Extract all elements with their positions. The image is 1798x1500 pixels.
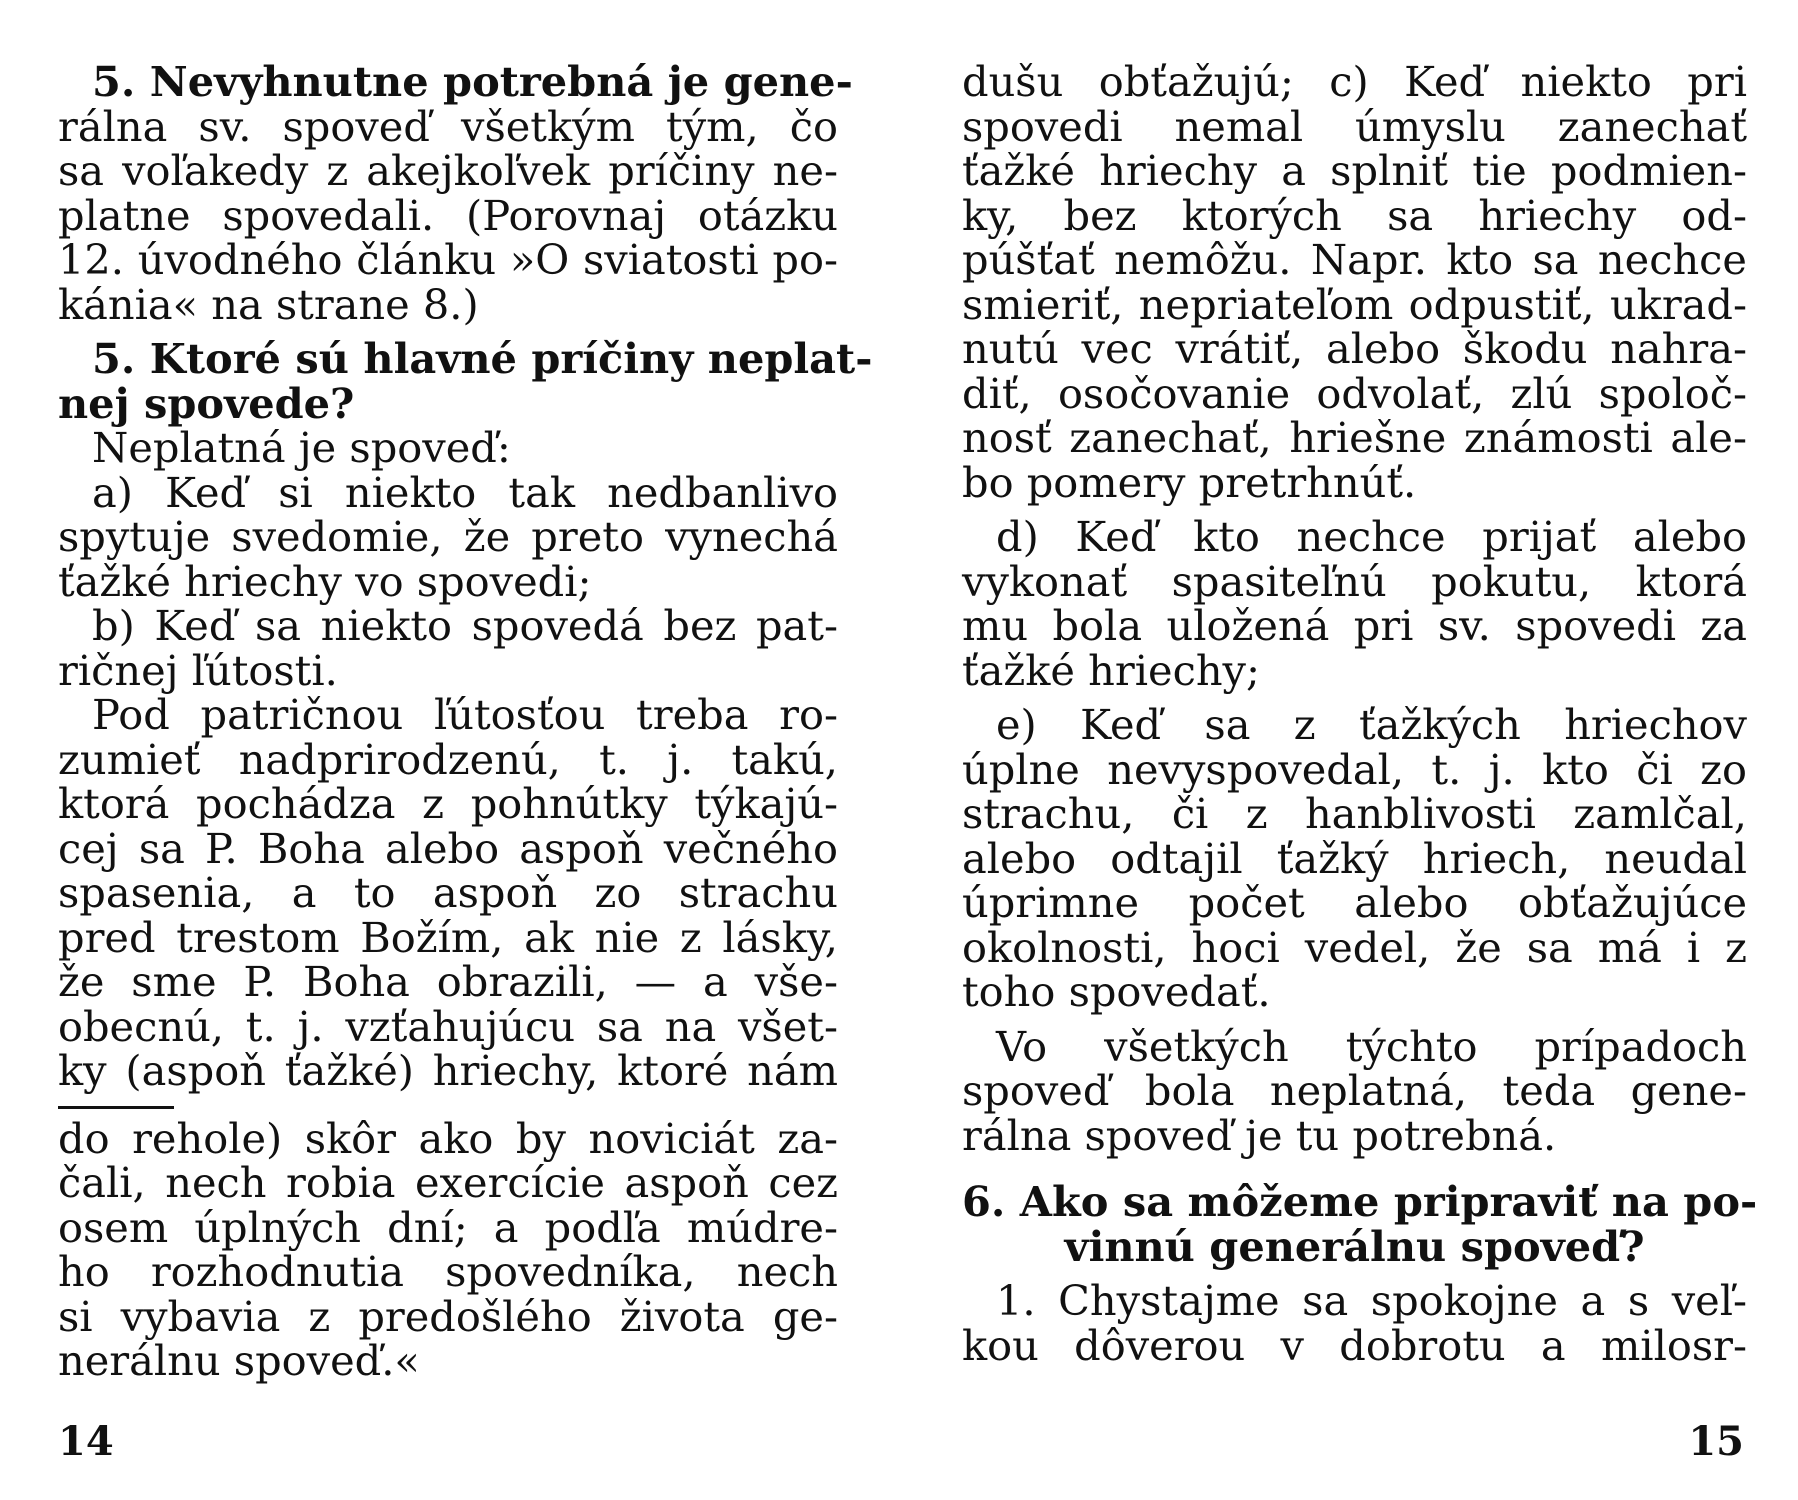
- text-line: si vybavia z predošlého života ge-: [58, 1291, 838, 1341]
- contrition-paragraph: [58, 690, 838, 1095]
- text-line: ky, bez ktorých sa hriechy od-: [962, 190, 1747, 240]
- text-line: diť, osočovanie odvolať, zlú spoloč-: [962, 368, 1747, 418]
- text-line: nosť zanechať, hriešne známosti ale-: [962, 413, 1747, 462]
- text-line: spasenia, a to aspoň zo strachu: [58, 868, 838, 917]
- text-line: smieriť, nepriateľom odpustiť, ukrad-: [962, 279, 1747, 329]
- point-e-paragraph: [962, 700, 1747, 1016]
- text-line: e) Keď sa z ťažkých hriechov: [996, 700, 1747, 749]
- text-line: rálna sv. spoveď všetkým tým, čo: [58, 101, 838, 151]
- text-line: čali, nech robia exercície aspoň cez: [58, 1158, 838, 1207]
- text-line: strachu, či z hanblivosti zamlčal,: [962, 789, 1747, 838]
- text-line: nerálnu spoveď.«: [58, 1336, 420, 1385]
- text-line: vykonať spasiteľnú pokutu, ktorá: [962, 556, 1747, 606]
- intro-line: Neplatná je spoveď:: [92, 423, 511, 472]
- text-line: 6. Ako sa môžeme pripraviť na po-: [962, 1177, 1758, 1226]
- text-line: alebo odtajil ťažký hriech, neudal: [962, 833, 1747, 883]
- point-d-paragraph: [962, 512, 1747, 695]
- text-line: 5. Ktoré sú hlavné príčiny neplat-: [92, 334, 873, 383]
- point-a-paragraph: [58, 467, 838, 606]
- text-line: a) Keď si niekto tak nedbanlivo: [92, 467, 838, 517]
- text-line: d) Keď kto nechce prijať alebo: [996, 512, 1747, 561]
- footnote: [58, 1113, 838, 1385]
- text-line: toho spovedať.: [962, 967, 1271, 1016]
- text-line: nutú vec vrátiť, alebo škodu nahra-: [962, 324, 1747, 373]
- page-number-right: 15: [1688, 1418, 1744, 1465]
- text-line: úprimne počet alebo obťažujúce: [962, 878, 1747, 927]
- conclusion-paragraph: [962, 1021, 1747, 1160]
- text-line: ťažké hriechy vo spovedi;: [58, 556, 592, 606]
- text-line: kou dôverou v dobrotu a milosr-: [962, 1320, 1747, 1370]
- footnote-divider: [58, 1106, 174, 1109]
- text-line: ťažké hriechy;: [962, 645, 1260, 695]
- text-line: ho rozhodnutia spovedníka, nech: [58, 1247, 838, 1296]
- text-line: púšťať nemôžu. Napr. kto sa nechce: [962, 235, 1747, 284]
- text-line: nej spovede?: [58, 378, 355, 428]
- text-line: ktorá pochádza z pohnútky týkajú-: [58, 779, 838, 828]
- text-line: b) Keď sa niekto spovedá bez pat-: [92, 601, 838, 650]
- text-line: okolnosti, hoci vedel, že sa má i z: [962, 922, 1747, 972]
- text-line: ričnej ľútosti.: [58, 645, 338, 695]
- text-line: ky (aspoň ťažké) hriechy, ktoré nám: [58, 1046, 838, 1095]
- right-page: [962, 57, 1758, 1370]
- text-line: dušu obťažujú; c) Keď niekto pri: [962, 57, 1747, 106]
- text-line: Vo všetkých týchto prípadoch: [996, 1021, 1747, 1071]
- text-line: úplne nevyspovedal, t. j. kto či zo: [962, 744, 1747, 794]
- text-line: ťažké hriechy a splniť tie podmien-: [962, 146, 1747, 195]
- page-number-left: 14: [58, 1418, 114, 1465]
- text-line: rálna spoveď je tu potrebná.: [962, 1110, 1557, 1160]
- text-line: mu bola uložená pri sv. spovedi za: [962, 601, 1747, 650]
- text-line: spoveď bola neplatná, teda gene-: [962, 1066, 1747, 1115]
- text-line: pred trestom Božím, ak nie z lásky,: [58, 912, 838, 962]
- question-5-heading: [58, 334, 873, 428]
- item-5-paragraph: [58, 57, 853, 329]
- text-line: Pod patričnou ľútosťou treba ro-: [92, 690, 838, 739]
- text-line: obecnú, t. j. vzťahujúcu sa na všet-: [58, 1001, 838, 1051]
- text-line: do rehole) skôr ako by noviciát za-: [58, 1113, 838, 1163]
- text-line: platne spovedali. (Porovnaj otázku: [58, 190, 838, 240]
- text-line: že sme P. Boha obrazili, — a vše-: [58, 957, 838, 1006]
- text-line: spytuje svedomie, že preto vynechá: [58, 512, 838, 561]
- text-line: vinnú generálnu spoveď?: [1064, 1221, 1645, 1271]
- answer-1-paragraph: [962, 1276, 1747, 1370]
- text-line: 12. úvodného článku »O sviatosti po-: [58, 235, 838, 284]
- text-line: 1. Chystajme sa spokojne a s veľ-: [996, 1276, 1747, 1325]
- left-page: [58, 57, 873, 1385]
- text-line: spovedi nemal úmyslu zanechať: [962, 101, 1747, 151]
- text-line: bo pomery pretrhnúť.: [962, 457, 1417, 507]
- text-line: sa voľakedy z akejkoľvek príčiny ne-: [58, 146, 838, 195]
- text-line: osem úplných dní; a podľa múdre-: [58, 1202, 838, 1252]
- point-c-paragraph: [962, 57, 1747, 507]
- text-line: kánia« na strane 8.): [58, 279, 479, 329]
- text-line: zumieť nadprirodzenú, t. j. takú,: [58, 734, 838, 784]
- text-line: cej sa P. Boha alebo aspoň večného: [58, 823, 838, 873]
- point-b-paragraph: [58, 601, 838, 695]
- question-6-heading: [962, 1177, 1758, 1271]
- text-line: 5. Nevyhnutne potrebná je gene-: [92, 57, 853, 106]
